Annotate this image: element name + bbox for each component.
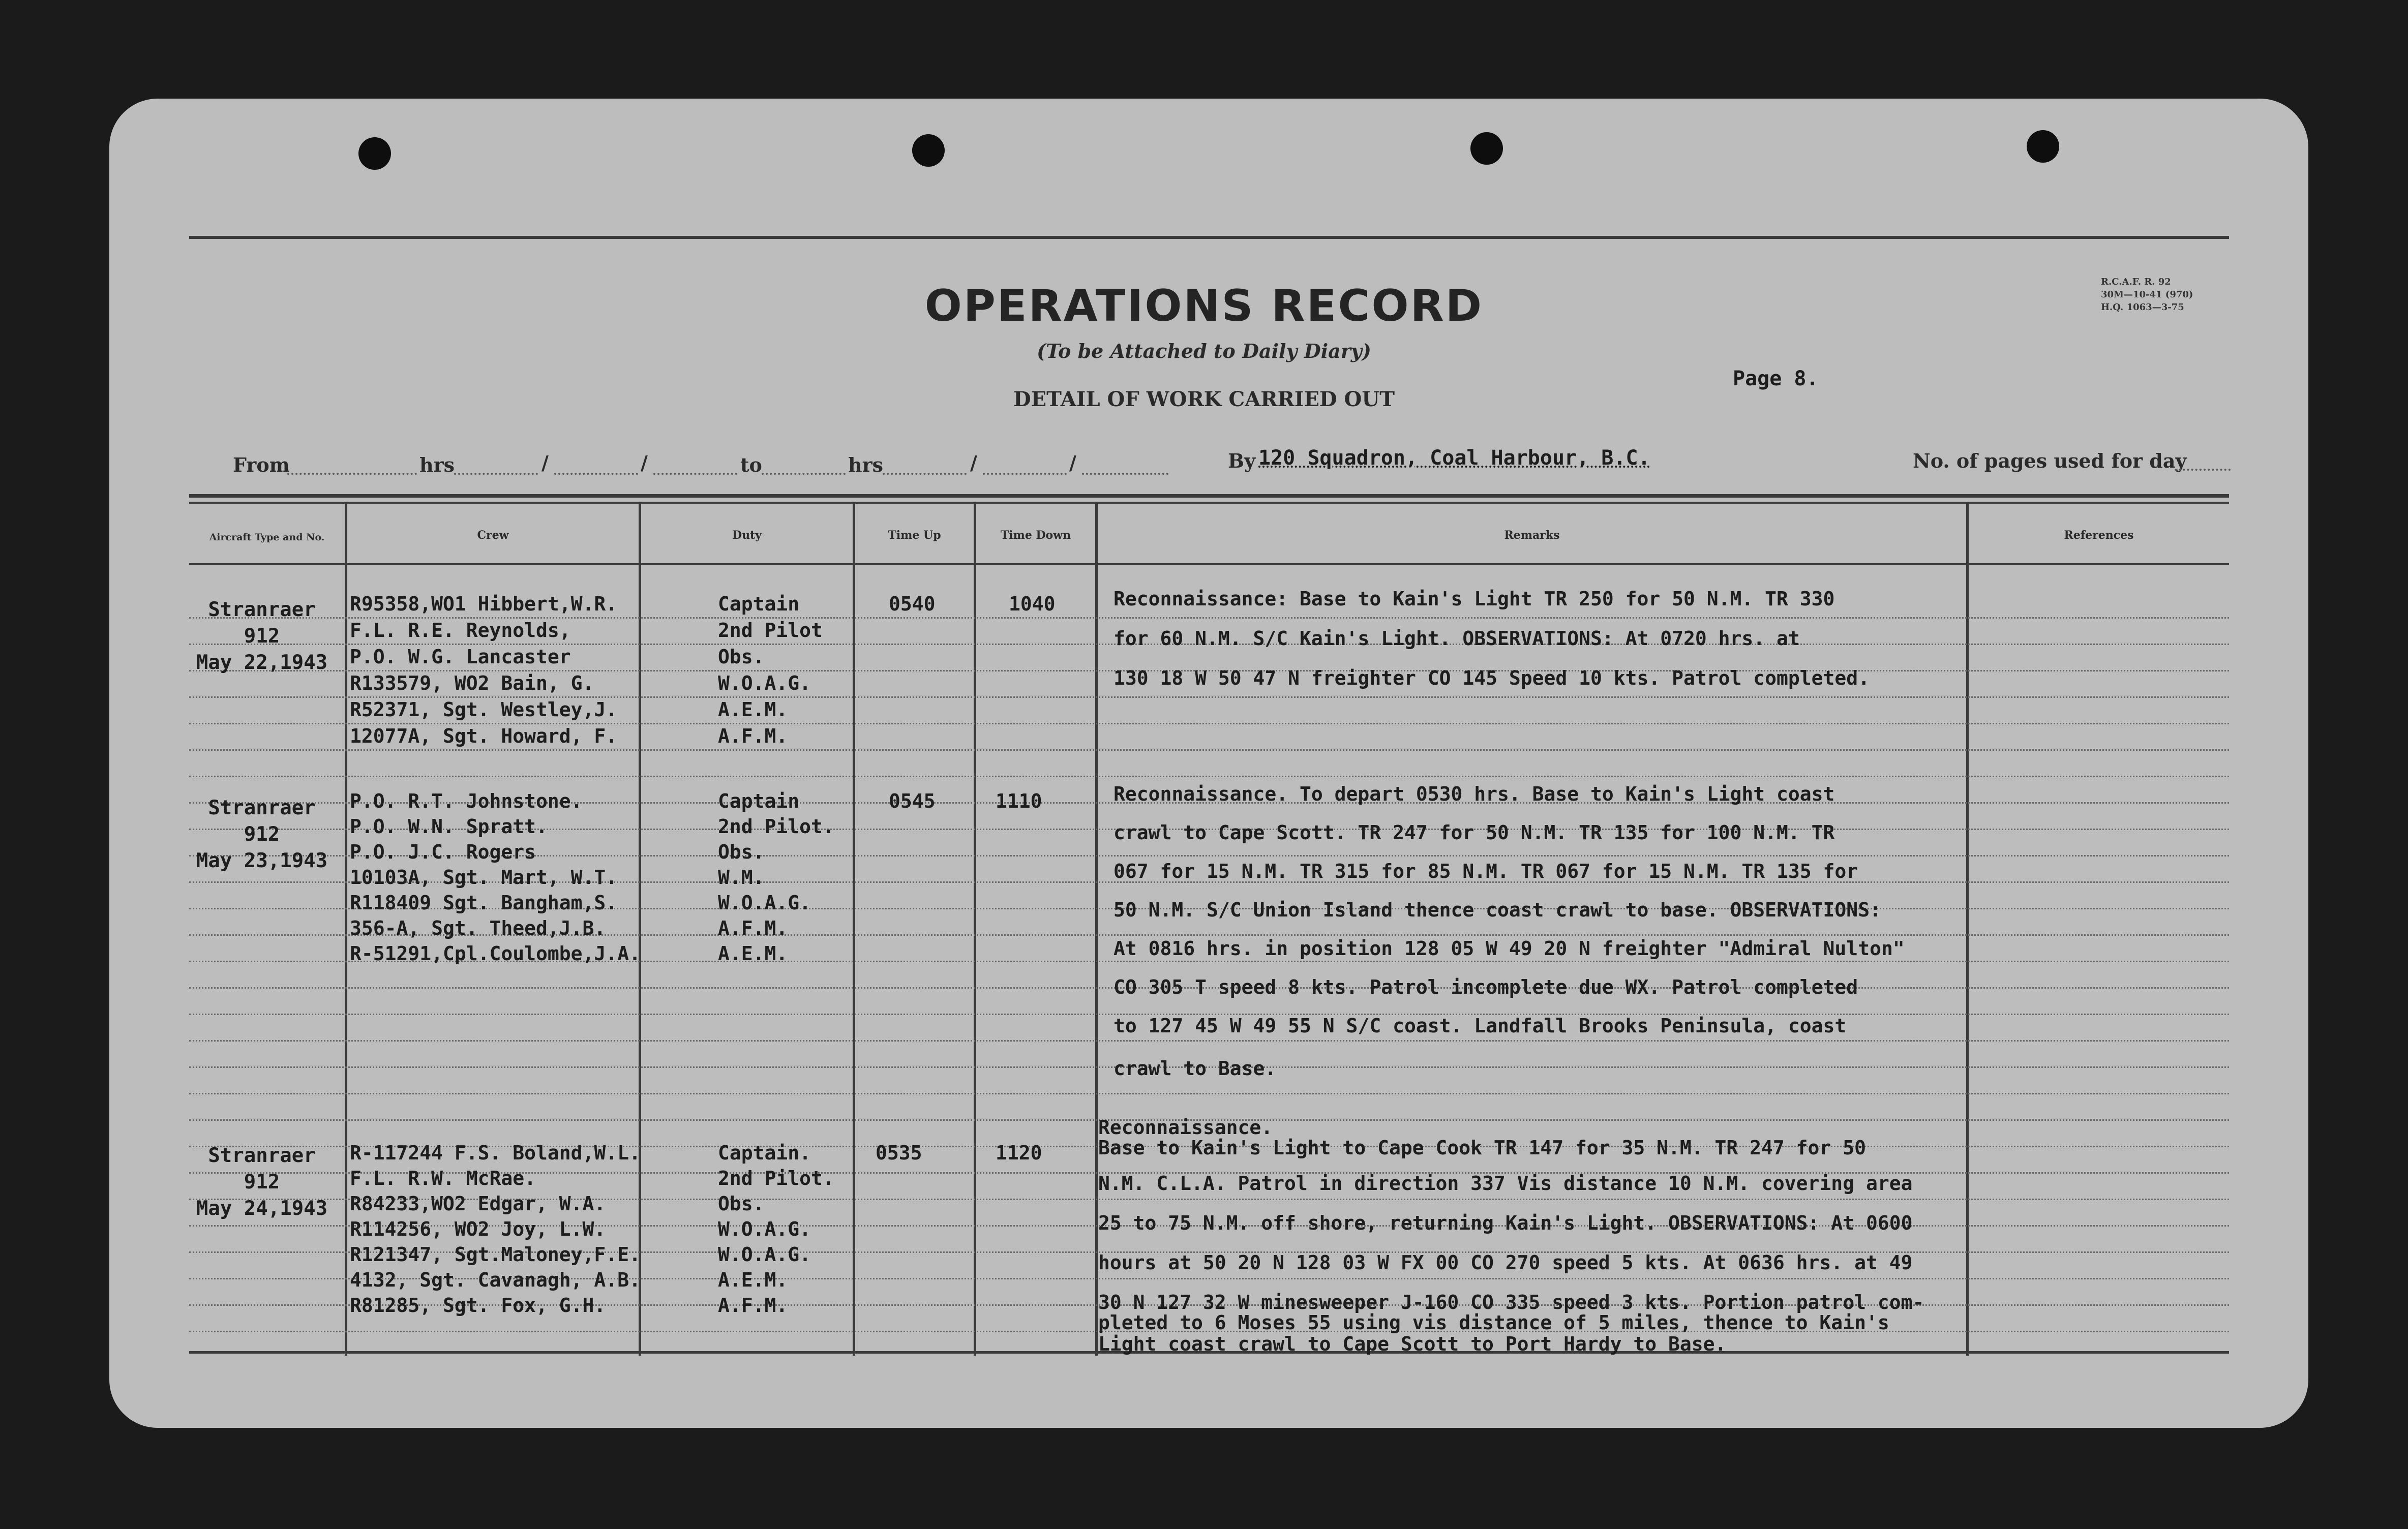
pages-used-label: No. of pages used for day (1913, 449, 2187, 472)
remarks-line: Base to Kain's Light to Cape Cook TR 147 for 35 N.M. TR 247 for 50 (1098, 1137, 1866, 1159)
crew-member: P.O. W.G. Lancaster (350, 646, 571, 668)
crew-member: R-51291,Cpl.Coulombe,J.A. (350, 942, 641, 965)
row-ruling (189, 776, 2229, 777)
row-ruling (189, 1093, 2229, 1094)
punch-hole (2027, 130, 2059, 163)
remarks-line: Reconnaissance. To depart 0530 hrs. Base to Kain's Light coast (1113, 783, 1835, 805)
crew-member: R114256, WO2 Joy, L.W. (350, 1218, 606, 1240)
crew-member: F.L. R.E. Reynolds, (350, 619, 571, 641)
time-down: 1120 (996, 1142, 1042, 1164)
from-label: From (233, 453, 290, 476)
aircraft-cell: Stranraer 912 May 22,1943 (196, 598, 328, 674)
col-time-up: Time Up (888, 529, 941, 542)
remarks-line: Reconnaissance: Base to Kain's Light TR 250 for 50 N.M. TR 330 (1113, 588, 1835, 610)
hrs-label-2: hrs (848, 453, 884, 476)
by-label: By (1228, 449, 1256, 472)
crew-member: P.O. J.C. Rogers (350, 841, 536, 863)
remarks-line: At 0816 hrs. in position 128 05 W 49 20 N freighter "Admiral Nulton" (1113, 937, 1905, 960)
col-references: References (2064, 529, 2134, 542)
duty: W.O.A.G. (718, 1218, 811, 1240)
remarks-line: Light coast crawl to Cape Scott to Port Hardy to Base. (1098, 1333, 1727, 1355)
duty: Obs. (718, 1192, 765, 1215)
crew-member: P.O. R.T. Johnstone. (350, 790, 583, 812)
hrs-label: hrs (419, 453, 455, 476)
crew-member: F.L. R.W. McRae. (350, 1167, 536, 1189)
duty: A.E.M. (718, 942, 788, 965)
remarks-line: 067 for 15 N.M. TR 315 for 85 N.M. TR 067 for 15 N.M. TR 135 for (1113, 860, 1858, 882)
remarks-line: hours at 50 20 N 128 03 W FX 00 CO 270 speed 5 kts. At 0636 hrs. at 49 (1098, 1251, 1913, 1274)
crew-member: P.O. W.N. Spratt. (350, 815, 548, 838)
remarks-line: 50 N.M. S/C Union Island thence coast crawl to base. OBSERVATIONS: (1113, 899, 1881, 921)
remarks-line: to 127 45 W 49 55 N S/C coast. Landfall Brooks Peninsula, coast (1113, 1015, 1847, 1037)
time-up: 0545 (889, 790, 936, 812)
crew-member: R133579, WO2 Bain, G. (350, 672, 594, 694)
duty: 2nd Pilot. (718, 815, 834, 838)
duty: Captain. (718, 1142, 811, 1164)
to-label: to (740, 453, 762, 476)
duty: W.M. (718, 866, 765, 889)
crew-member: R121347, Sgt.Maloney,F.E. (350, 1243, 641, 1266)
duty: Obs. (718, 841, 765, 863)
punch-hole (912, 134, 945, 167)
crew-member: R81285, Sgt. Fox, G.H. (350, 1294, 606, 1317)
duty: A.F.M. (718, 725, 788, 747)
squadron-name: 120 Squadron, Coal Harbour, B.C. (1258, 446, 1650, 470)
duty: 2nd Pilot. (718, 1167, 834, 1189)
crew-member: R95358,WO1 Hibbert,W.R. (350, 593, 618, 615)
col-time-down: Time Down (1000, 529, 1071, 542)
remarks-line: Reconnaissance. (1098, 1116, 1273, 1139)
remarks-line: 130 18 W 50 47 N freighter CO 145 Speed 10 kts. Patrol completed. (1113, 667, 1870, 689)
crew-member: 12077A, Sgt. Howard, F. (350, 725, 618, 747)
col-remarks: Remarks (1504, 529, 1560, 542)
duty: W.O.A.G. (718, 1243, 811, 1266)
remarks-line: N.M. C.L.A. Patrol in direction 337 Vis distance 10 N.M. covering area (1098, 1172, 1913, 1195)
remarks-line: 30 N 127 32 W minesweeper J-160 CO 335 speed 3 kts. Portion patrol com- (1098, 1291, 1924, 1313)
duty: W.O.A.G. (718, 672, 811, 694)
remarks-line: CO 305 T speed 8 kts. Patrol incomplete due WX. Patrol completed (1113, 976, 1858, 998)
crew-member: 4132, Sgt. Cavanagh, A.B. (350, 1269, 641, 1291)
remarks-line: pleted to 6 Moses 55 using vis distance of 5 miles, thence to Kain's (1098, 1311, 1889, 1334)
duty: A.E.M. (718, 698, 788, 721)
table-top-rule (189, 494, 2229, 498)
page-number: Page 8. (1733, 367, 1819, 390)
aircraft-cell: Stranraer 912 May 24,1943 (196, 1144, 328, 1220)
col-crew: Crew (477, 529, 509, 542)
duty: A.F.M. (718, 1294, 788, 1317)
time-up: 0535 (876, 1142, 922, 1164)
row-ruling (189, 617, 2229, 619)
row-ruling (189, 749, 2229, 751)
crew-member: R52371, Sgt. Westley,J. (350, 698, 618, 721)
remarks-line: crawl to Base. (1113, 1057, 1277, 1080)
col-duty: Duty (732, 529, 762, 542)
duty: A.F.M. (718, 917, 788, 939)
duty: W.O.A.G. (718, 892, 811, 914)
form-reference: R.C.A.F. R. 92 30M—10-41 (970) H.Q. 1063—3-75 (2101, 277, 2193, 313)
time-down: 1110 (996, 790, 1042, 812)
detail-heading: DETAIL OF WORK CARRIED OUT (1013, 387, 1395, 411)
duty: Captain (718, 593, 800, 615)
row-ruling (189, 1040, 2229, 1042)
row-ruling (189, 723, 2229, 724)
crew-member: R-117244 F.S. Boland,W.L. (350, 1142, 641, 1164)
crew-member: 356-A, Sgt. Theed,J.B. (350, 917, 606, 939)
crew-member: R118409 Sgt. Bangham,S. (350, 892, 618, 914)
time-down: 1040 (1009, 593, 1056, 615)
row-ruling (189, 696, 2229, 698)
punch-hole (358, 137, 391, 170)
remarks-line: 25 to 75 N.M. off shore, returning Kain's Light. OBSERVATIONS: At 0600 (1098, 1212, 1913, 1234)
duty: Obs. (718, 646, 765, 668)
remarks-line: crawl to Cape Scott. TR 247 for 50 N.M. TR 135 for 100 N.M. TR (1113, 821, 1835, 844)
aircraft-cell: Stranraer 912 May 23,1943 (196, 797, 328, 872)
duty: Captain (718, 790, 800, 812)
remarks-line: for 60 N.M. S/C Kain's Light. OBSERVATIONS: At 0720 hrs. at (1113, 627, 1800, 650)
page-subtitle: (To be Attached to Daily Diary) (1037, 340, 1371, 362)
page-title: OPERATIONS RECORD (924, 281, 1484, 331)
crew-member: 10103A, Sgt. Mart, W.T. (350, 866, 618, 889)
header-bottom-rule (189, 563, 2229, 565)
crew-member: R84233,WO2 Edgar, W.A. (350, 1192, 606, 1215)
col-aircraft: Aircraft Type and No. (209, 532, 325, 543)
punch-hole (1470, 132, 1503, 165)
time-up: 0540 (889, 593, 936, 615)
duty: A.E.M. (718, 1269, 788, 1291)
top-rule (189, 236, 2229, 239)
duty: 2nd Pilot (718, 619, 823, 641)
